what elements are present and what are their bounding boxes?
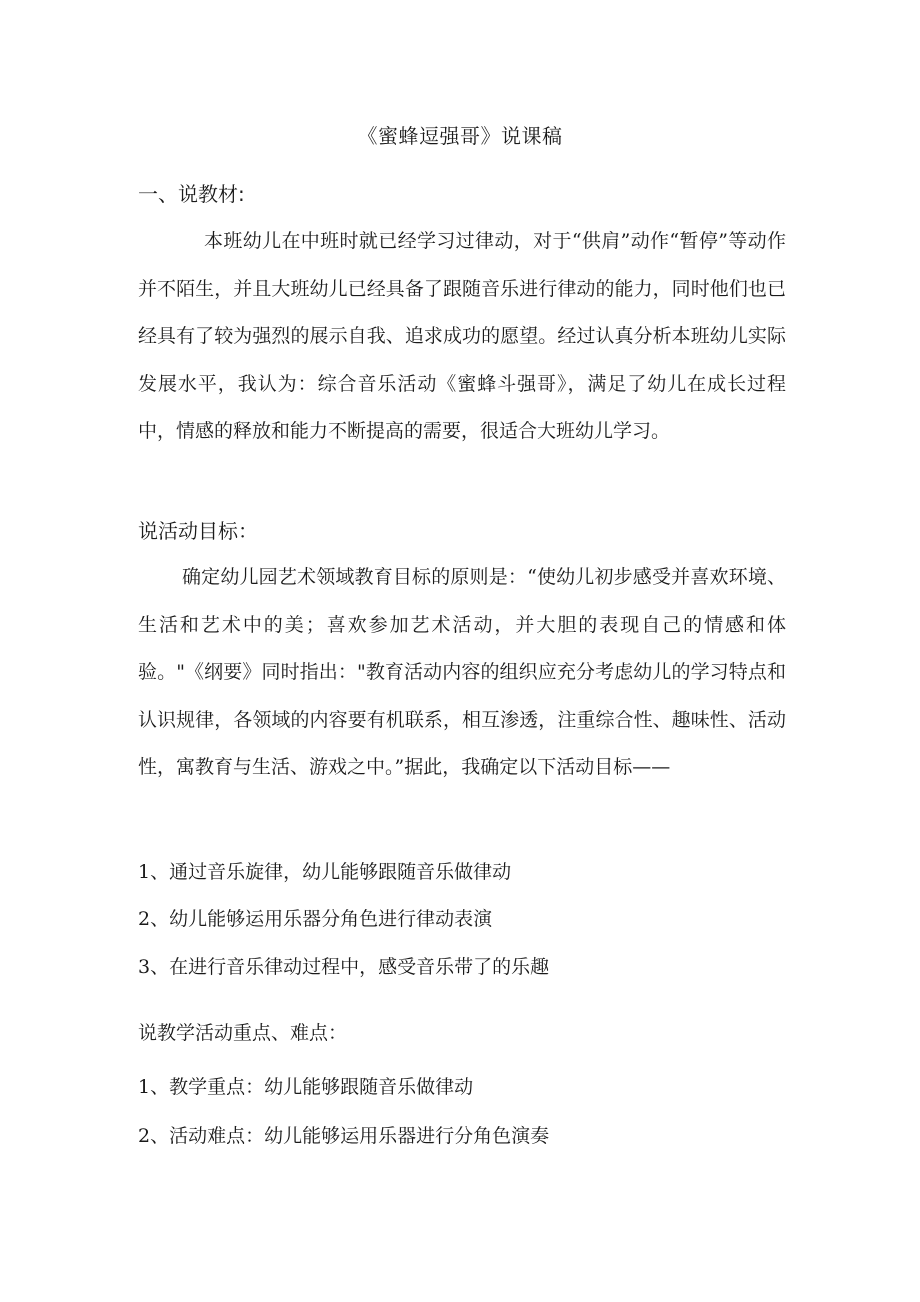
section-heading-activity-goals: 说活动目标： (138, 519, 258, 543)
key-point-item-1: 1、教学重点：幼儿能够跟随音乐做律动 (138, 1076, 474, 1098)
goal-item-3: 3、在进行音乐律动过程中，感受音乐带了的乐趣 (138, 956, 550, 978)
section-heading-key-points: 说教学活动重点、难点： (138, 1022, 348, 1044)
goal-item-2: 2、幼儿能够运用乐器分角色进行律动表演 (138, 908, 493, 930)
paragraph-activity-goals: 确定幼儿园艺术领域教育目标的原则是：“使幼儿初步感受并喜欢环境、生活和艺术中的美；喜欢参加艺术活动，并大胆的表现自己的情感和体验。"《纲要》同时指出："教育活动内容的组织应充分考虑幼儿的学习特点和认识规律，各领域的内容要有机联系，相互渗透，注重综合性、趣味性、活动性，寓教育与生活、游戏之中。”据此，我确定以下活动目标—— (138, 566, 786, 778)
paragraph-teaching-material: 本班幼儿在中班时就已经学习过律动，对于“供肩”动作“暂停”等动作并不陌生，并且大班幼儿已经具备了跟随音乐进行律动的能力，同时他们也已经具有了较为强烈的展示自我、追求成功的愿望。经过认真分析本班幼儿实际发展水平，我认为：综合音乐活动《蜜蜂斗强哥》，满足了幼儿在成长过程中，情感的释放和能力不断提高的需要，很适合大班幼儿学习。 (138, 230, 786, 442)
key-point-item-2: 2、活动难点：幼儿能够运用乐器进行分角色演奏 (138, 1125, 550, 1147)
goal-item-1: 1、通过音乐旋律，幼儿能够跟随音乐做律动 (138, 861, 512, 883)
document-title: 《蜜蜂逗强哥》说课稿 (357, 124, 563, 148)
section-heading-teaching-material: 一、说教材: (138, 182, 245, 206)
